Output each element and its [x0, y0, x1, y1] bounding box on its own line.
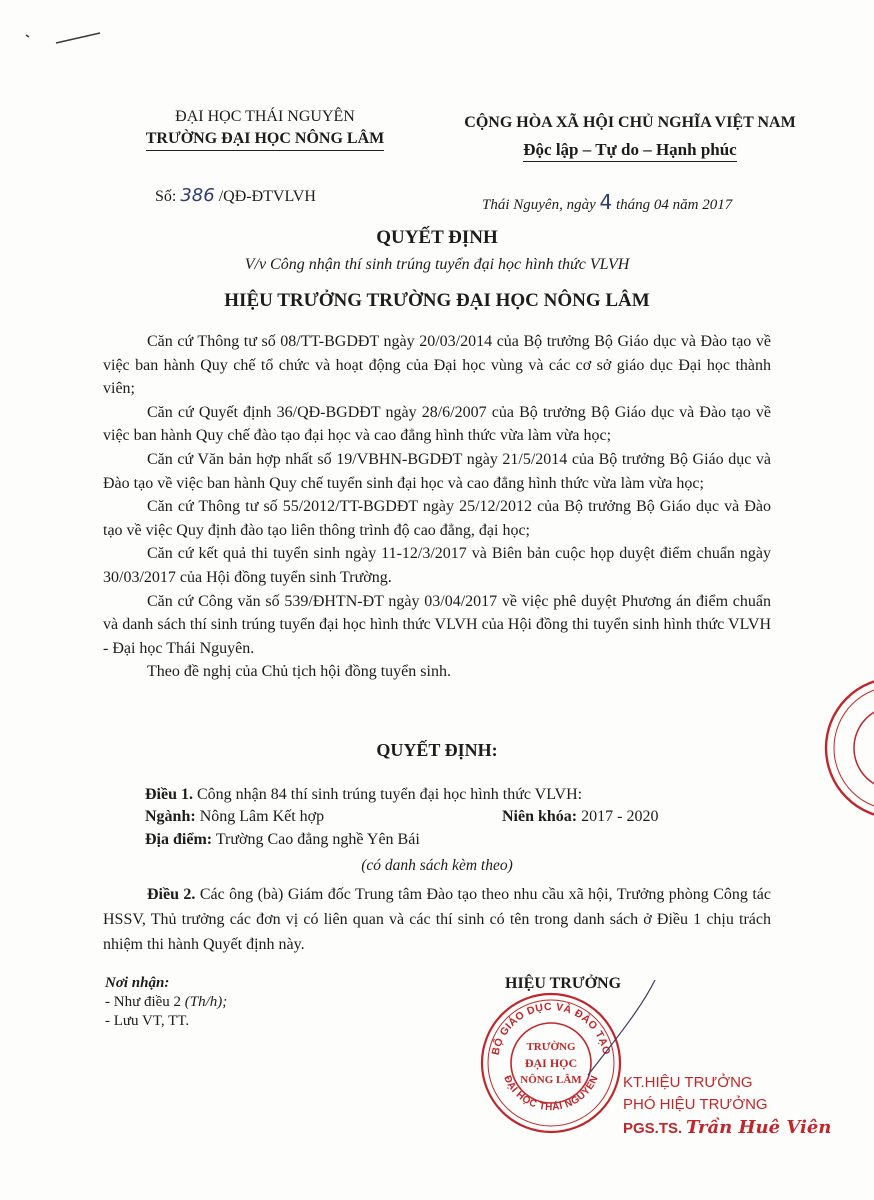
document-date: Thái Nguyên, ngày 4 tháng 04 năm 2017	[482, 190, 733, 214]
article-1-label: Điều 1.	[145, 786, 193, 803]
stamp-ring-bottom: ĐẠI HỌC THÁI NGUYÊN	[501, 1074, 601, 1114]
handwritten-day: 4	[599, 190, 613, 214]
preamble	[103, 330, 771, 684]
signer-position: PHÓ HIỆU TRƯỞNG	[623, 1096, 768, 1113]
national-motto: Độc lập – Tự do – Hạnh phúc	[523, 140, 736, 162]
location: Địa điểm: Trường Cao đẳng nghề Yên Bái	[145, 831, 420, 848]
issuer-header	[105, 108, 425, 151]
edge-stamp	[818, 668, 874, 828]
article-2	[103, 882, 771, 957]
preamble-paragraph: Theo đề nghị của Chủ tịch hội đồng tuyển sinh.	[147, 663, 451, 681]
course-years: Niên khóa: 2017 - 2020	[502, 808, 659, 825]
article-2-text: Các ông (bà) Giám đốc Trung tâm Đào tạo theo nhu cầu xã hội, Trưởng phòng Công tác HSSV, Thủ trưởng các đơn vị có liên quan và các thí sinh có tên trong danh sách ở Điều 1 chịu trách nhiệm thi hành Quyết định này.	[103, 886, 771, 953]
attachment-note: (có danh sách kèm theo)	[361, 857, 513, 874]
stamp-center-line: ĐẠI HỌC	[524, 1056, 578, 1070]
school-name: TRƯỜNG ĐẠI HỌC NÔNG LÂM	[146, 130, 385, 151]
authority-heading: HIỆU TRƯỞNG TRƯỜNG ĐẠI HỌC NÔNG LÂM	[224, 290, 650, 311]
signer-name	[623, 1117, 831, 1138]
document-number: Số: 386 /QĐ-ĐTVLVH	[155, 185, 316, 206]
signature-title: HIỆU TRƯỞNG	[505, 975, 622, 992]
on-behalf-line: KT.HIỆU TRƯỞNG	[623, 1074, 753, 1091]
country-name: CỘNG HÒA XÃ HỘI CHỦ NGHĨA VIỆT NAM	[464, 114, 796, 131]
signer-degree: PGS.TS.	[623, 1120, 683, 1137]
national-header	[420, 114, 840, 162]
document-subject: V/v Công nhận thí sinh trúng tuyển đại học hình thức VLVH	[244, 256, 630, 273]
recipient-item: - Như điều 2 (Th/h);	[105, 994, 228, 1010]
university-name: ĐẠI HỌC THÁI NGUYÊN	[175, 108, 355, 125]
preamble-paragraph: Căn cứ Văn bản hợp nhất số 19/VBHN-BGDĐT ngày 21/5/2014 của Bộ trưởng Bộ Giáo dục và Đào tạo về việc ban hành Quy chế tuyển sinh đại học và cao đẳng hình thức vừa làm vừa học;	[103, 450, 771, 492]
handwritten-number: 386	[180, 185, 215, 206]
preamble-paragraph: Căn cứ kết quả thi tuyển sinh ngày 11-12/3/2017 và Biên bản cuộc họp duyệt điểm chuẩn ngày 30/03/2017 của Hội đồng tuyển sinh Trường.	[103, 545, 771, 586]
article-2-label: Điều 2.	[147, 886, 196, 903]
recipients-heading: Nơi nhận:	[105, 975, 170, 991]
stamp-center-line: NÔNG LÂM	[520, 1074, 582, 1086]
signature-scribble	[560, 975, 670, 1085]
article-1-text: Công nhận 84 thí sinh trúng tuyển đại học hình thức VLVH:	[197, 786, 583, 803]
recipient-item: - Lưu VT, TT.	[105, 1013, 190, 1029]
major: Ngành: Nông Lâm Kết hợp	[145, 808, 325, 825]
preamble-paragraph: Căn cứ Thông tư số 55/2012/TT-BGDĐT ngày 25/12/2012 của Bộ trưởng Bộ Giáo dục và Đào tạo về việc Quy định đào tạo liên thông trình độ cao đẳng, đại học;	[103, 498, 771, 539]
stamp-center-line: TRƯỜNG	[526, 1041, 576, 1053]
recipients	[105, 974, 227, 1031]
preamble-paragraph: Căn cứ Quyết định 36/QĐ-BGDĐT ngày 28/6/2007 của Bộ trưởng Bộ Giáo dục và Đào tạo về việc ban hành Quy chế đào tạo đại học và cao đẳng hình thức vừa làm vừa học;	[103, 403, 771, 445]
preamble-paragraph: Căn cứ Thông tư số 08/TT-BGDĐT ngày 20/03/2014 của Bộ trưởng Bộ Giáo dục và Đào tạo về việc ban hành Quy chế tổ chức và hoạt động của Đại học vùng và các cơ sở giáo dục Đại học thành viên;	[103, 333, 771, 398]
preamble-paragraph: Căn cứ Công văn số 539/ĐHTN-ĐT ngày 03/04/2017 về việc phê duyệt Phương án điểm chuẩn và danh sách thí sinh trúng tuyển đại học hình thức VLVH của Hội đồng thi tuyển sinh hình thức VLVH - Đại học Thái Nguyên.	[103, 592, 771, 657]
stamp-ring-text: BỘ GIÁO DỤC VÀ ĐÀO TẠO	[489, 1000, 613, 1057]
document-title: QUYẾT ĐỊNH	[376, 227, 498, 248]
decision-heading: QUYẾT ĐỊNH:	[376, 740, 498, 760]
article-1	[145, 786, 582, 804]
signer-fullname: Trần Huê Viên	[685, 1117, 832, 1138]
pen-mark	[20, 25, 110, 55]
